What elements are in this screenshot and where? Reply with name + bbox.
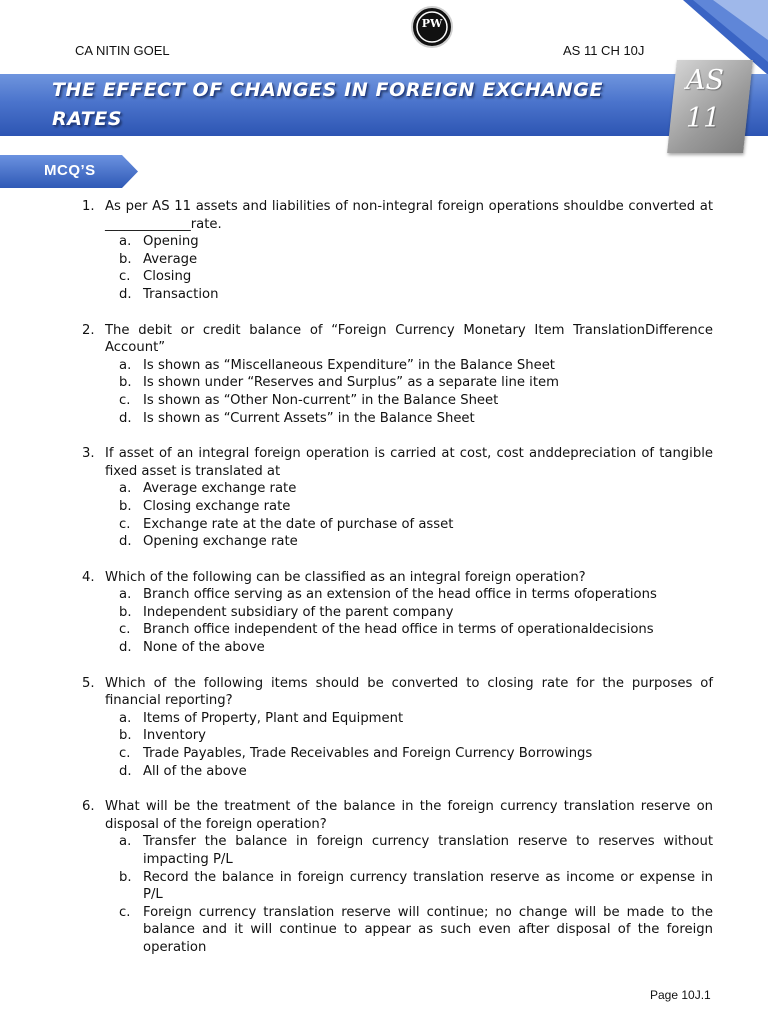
option-letter: a. [119, 587, 132, 603]
option-text: Transaction [143, 286, 219, 302]
option-letter: d. [119, 534, 132, 550]
option-letter: a. [119, 234, 132, 250]
answer-option [0, 233, 713, 251]
option-letter: a. [119, 834, 132, 850]
option-text: Inventory [143, 728, 206, 744]
answer-option [0, 586, 713, 604]
question-text: If asset of an integral foreign operation is carried at cost, cost anddepreciation of tangible fixed asset is translated at [105, 446, 713, 479]
author-name: CA NITIN GOEL [75, 43, 170, 58]
question-stem [0, 322, 713, 357]
mcq-question [0, 198, 768, 304]
option-letter: b. [119, 869, 132, 885]
question-stem [0, 445, 713, 480]
option-text: Is shown as “Current Assets” in the Balance Sheet [143, 410, 475, 426]
question-stem [0, 198, 713, 233]
answer-option [0, 498, 713, 516]
option-text: Foreign currency translation reserve will continue; no change will be made to the balance and it will continue to appear as such even after disposal of the foreign operation [143, 904, 713, 955]
section-heading: MCQ’S [44, 162, 96, 179]
answer-option [0, 727, 713, 745]
page-title-line-2: RATES [52, 108, 123, 130]
option-letter: b. [119, 375, 132, 391]
page-number: Page 10J.1 [650, 988, 711, 1002]
answer-option [0, 763, 713, 781]
option-text: Exchange rate at the date of purchase of asset [143, 516, 454, 532]
mcq-question [0, 322, 768, 428]
answer-option [0, 410, 713, 428]
option-text: Average exchange rate [143, 481, 297, 497]
pw-logo [411, 6, 453, 48]
option-text: Is shown as “Miscellaneous Expenditure” in the Balance Sheet [143, 357, 555, 373]
question-text: The debit or credit balance of “Foreign Currency Monetary Item TranslationDifference Account” [105, 322, 713, 356]
option-letter: c. [119, 746, 131, 762]
option-text: Average [143, 251, 198, 267]
question-text: What will be the treatment of the balance in the foreign currency translation reserve on disposal of the foreign operation? [105, 799, 713, 832]
question-text: Which of the following can be classified as an integral foreign operation? [105, 569, 586, 585]
option-text: Transfer the balance in foreign currency translation reserve to reserves without impacting P/L [143, 834, 713, 867]
option-text: Independent subsidiary of the parent company [143, 604, 454, 620]
answer-option [0, 251, 713, 269]
as-badge-text [686, 62, 746, 138]
answer-option [0, 533, 713, 551]
answer-option [0, 268, 713, 286]
option-text: Closing [143, 269, 192, 285]
answer-option [0, 621, 713, 639]
option-letter: a. [119, 357, 132, 373]
answer-option [0, 516, 713, 534]
option-text: Opening [143, 234, 199, 250]
option-letter: c. [119, 622, 131, 638]
question-stem [0, 569, 713, 587]
answer-option [0, 357, 713, 375]
answer-option [0, 604, 713, 622]
answer-option [0, 639, 713, 657]
badge-line-2: 11 [686, 103, 721, 134]
answer-option [0, 869, 713, 904]
option-text: Branch office serving as an extension of the head office in terms ofoperations [143, 587, 657, 603]
page-title-line-1: THE EFFECT OF CHANGES IN FOREIGN EXCHANGE [52, 79, 604, 101]
mcq-question [0, 445, 768, 551]
option-letter: d. [119, 410, 132, 426]
option-letter: c. [119, 392, 131, 408]
question-number: 1. [82, 199, 95, 214]
option-text: All of the above [143, 763, 247, 779]
option-text: Trade Payables, Trade Receivables and Foreign Currency Borrowings [143, 746, 593, 762]
logo-letters: PW [421, 17, 443, 30]
option-text: Record the balance in foreign currency translation reserve as income or expense in P/L [143, 869, 713, 903]
answer-option [0, 745, 713, 763]
mcq-question [0, 569, 768, 657]
option-letter: a. [119, 710, 132, 726]
question-number: 2. [82, 322, 95, 338]
mcq-question [0, 675, 768, 781]
option-letter: b. [119, 498, 132, 514]
option-letter: a. [119, 481, 132, 497]
option-letter: b. [119, 251, 132, 267]
answer-option [0, 286, 713, 304]
answer-option [0, 480, 713, 498]
question-stem [0, 675, 713, 710]
answer-option [0, 833, 713, 868]
option-letter: b. [119, 728, 132, 744]
chapter-code: AS 11 CH 10J [563, 43, 645, 58]
option-text: None of the above [143, 640, 265, 656]
option-letter: d. [119, 763, 132, 779]
question-number: 3. [82, 446, 95, 462]
answer-option [0, 374, 713, 392]
answer-option [0, 904, 713, 957]
option-text: Closing exchange rate [143, 498, 291, 514]
question-number: 6. [82, 799, 95, 815]
option-text: Items of Property, Plant and Equipment [143, 710, 404, 726]
option-text: Is shown under “Reserves and Surplus” as a separate line item [143, 375, 559, 391]
option-letter: c. [119, 269, 131, 285]
answer-option [0, 392, 713, 410]
option-letter: c. [119, 516, 131, 532]
option-letter: b. [119, 604, 132, 620]
question-text: As per AS 11 assets and liabilities of non-integral foreign operations shouldbe converted at _____________rate. [105, 199, 713, 232]
question-text: Which of the following items should be converted to closing rate for the purposes of financial reporting? [105, 675, 713, 709]
option-letter: d. [119, 640, 132, 656]
question-number: 4. [82, 569, 95, 585]
question-number: 5. [82, 675, 95, 691]
option-text: Branch office independent of the head office in terms of operationaldecisions [143, 622, 654, 638]
mcq-question [0, 798, 768, 956]
badge-line-1: AS [686, 65, 724, 96]
option-letter: d. [119, 286, 132, 302]
page-title [52, 76, 672, 134]
mcq-list [0, 198, 768, 975]
option-text: Opening exchange rate [143, 534, 298, 550]
option-text: Is shown as “Other Non-current” in the Balance Sheet [143, 392, 499, 408]
answer-option [0, 710, 713, 728]
question-stem [0, 798, 713, 833]
option-letter: c. [119, 904, 131, 920]
